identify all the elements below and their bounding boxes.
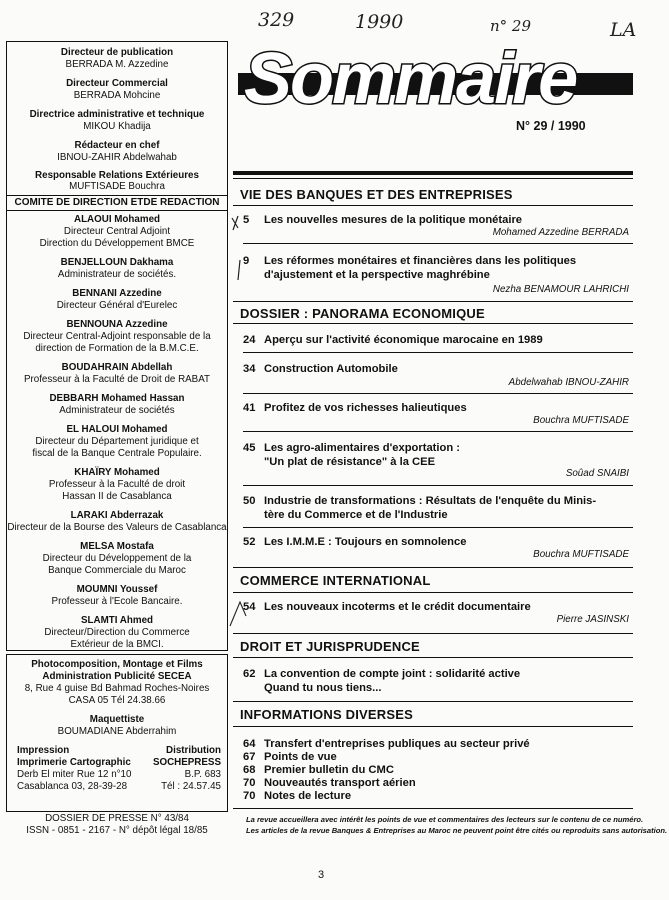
article-title: Construction Automobile xyxy=(264,363,398,375)
committee-title: COMITE DE DIRECTION ETDE REDACTION xyxy=(14,197,220,208)
page-ref: 52 xyxy=(243,536,256,548)
committee-member-title: Directeur du Développement de la xyxy=(42,553,192,564)
section-heading: VIE DES BANQUES ET DES ENTREPRISES xyxy=(240,187,513,202)
page-ref: 62 xyxy=(243,668,256,680)
committee-member-title: Administrateur de sociétés xyxy=(59,405,175,416)
staff-name: MIKOU Khadija xyxy=(83,121,151,132)
divider xyxy=(243,393,633,394)
article-author: Bouchra MUFTISADE xyxy=(533,549,629,560)
committee-member-name: MOUMNI Youssef xyxy=(76,584,158,595)
section-heading: DOSSIER : PANORAMA ECONOMIQUE xyxy=(240,306,485,321)
article-title-cont: Quand tu nous tiens... xyxy=(264,682,382,694)
article-entry xyxy=(243,333,543,347)
section-heading: COMMERCE INTERNATIONAL xyxy=(240,573,431,588)
article-title: Transfert d'entreprises publiques au secteur privé xyxy=(264,738,530,750)
article-title: Les nouveaux incoterms et le crédit documentaire xyxy=(264,601,531,613)
page-ref: 50 xyxy=(243,495,256,507)
divider xyxy=(243,352,633,353)
article-entry xyxy=(243,667,520,681)
distributor-bp: B.P. 683 xyxy=(184,769,221,780)
committee-member-title: Directeur Central-Adjoint responsable de la xyxy=(23,331,211,342)
article-entry xyxy=(243,776,416,790)
committee-member-name: BENJELLOUN Dakhama xyxy=(60,257,174,268)
committee-member-title: Professeur à la Faculté de droit xyxy=(48,479,186,490)
staff-role: Responsable Relations Extérieures xyxy=(35,170,199,181)
divider xyxy=(233,323,633,324)
article-entry xyxy=(243,789,351,803)
divider xyxy=(7,195,227,196)
committee-member-title: Directeur de la Bourse des Valeurs de Casablanca xyxy=(7,522,227,533)
article-title: Premier bulletin du CMC xyxy=(264,764,394,776)
committee-member-title: fiscal de la Banque Centrale Populaire. xyxy=(32,448,202,459)
committee-member-name: EL HALOUI Mohamed xyxy=(66,424,168,435)
printer-row xyxy=(17,745,221,757)
handwritten-note-1990: 1990 xyxy=(355,11,404,33)
page-ref: 68 xyxy=(243,764,256,776)
divider xyxy=(243,485,633,486)
printer-row xyxy=(17,769,221,781)
article-title: Nouveautés transport aérien xyxy=(264,777,416,789)
committee-member-title: Professeur à l'Ecole Bancaire. xyxy=(51,596,183,607)
article-title-cont: "Un plat de résistance" à la CEE xyxy=(264,456,436,468)
article-author: Abdelwahab IBNOU-ZAHIR xyxy=(508,377,629,388)
divider xyxy=(233,171,633,175)
issue-number: N° 29 / 1990 xyxy=(516,119,586,133)
staff-role: Directeur de publication xyxy=(60,47,174,58)
handwritten-note-issue: n° 29 xyxy=(490,17,532,35)
article-entry xyxy=(243,763,394,777)
article-title: Les I.M.M.E : Toujours en somnolence xyxy=(264,536,467,548)
page-ref: 45 xyxy=(243,442,256,454)
committee-member-title: Administrateur de sociétés. xyxy=(57,269,177,280)
divider xyxy=(243,243,633,244)
committee-member-name: KHAÏRY Mohamed xyxy=(74,467,160,478)
page-ref: 24 xyxy=(243,334,256,346)
article-title: La convention de compte joint : solidarité active xyxy=(264,668,521,680)
production-line: CASA 05 Tél 24.38.66 xyxy=(68,695,166,706)
staff-role: Directrice administrative et technique xyxy=(29,109,205,120)
page-ref: 5 xyxy=(243,214,250,226)
handwritten-note-329: 329 xyxy=(258,9,295,31)
article-author: Soûad SNAIBI xyxy=(565,468,629,479)
committee-member-title: Directeur Central Adjoint xyxy=(63,226,171,237)
committee-member-name: ALAOUI Mohamed xyxy=(74,214,160,225)
article-entry xyxy=(243,600,531,614)
maquettiste-name: BOUMADIANE Abderrahim xyxy=(57,726,177,737)
article-title: Points de vue xyxy=(264,751,337,763)
staff-name: IBNOU-ZAHIR Abdelwahab xyxy=(57,152,177,163)
committee-member-title: Banque Commerciale du Maroc xyxy=(48,565,186,576)
committee-member-name: LARAKI Abderrazak xyxy=(70,510,164,521)
divider xyxy=(233,567,633,568)
committee-member-title: Directeur Général d'Eurelec xyxy=(56,300,178,311)
production-line: Administration Publicité SECEA xyxy=(42,671,192,682)
page-ref: 64 xyxy=(243,738,256,750)
article-author: Pierre JASINSKI xyxy=(556,614,629,625)
committee-member-name: BENNANI Azzedine xyxy=(72,288,162,299)
sommaire-logo xyxy=(238,35,633,130)
page-ref: 70 xyxy=(243,777,256,789)
divider xyxy=(233,633,633,634)
maquettiste-label: Maquettiste xyxy=(89,714,145,725)
production-line: 8, Rue 4 guise Bd Bahmad Roches-Noires xyxy=(24,683,210,694)
committee-member-title: Hassan II de Casablanca xyxy=(62,491,172,502)
page-ref: 41 xyxy=(243,402,256,414)
article-entry xyxy=(243,441,460,455)
staff-name: BERRADA M. Azzedine xyxy=(65,59,169,70)
article-title: Profitez de vos richesses halieutiques xyxy=(264,402,467,414)
article-entry xyxy=(243,494,596,508)
printer-row xyxy=(17,781,221,793)
divider xyxy=(233,657,633,658)
divider xyxy=(233,301,633,302)
article-title: Notes de lecture xyxy=(264,790,352,802)
divider xyxy=(233,808,633,809)
divider xyxy=(243,431,633,432)
committee-member-title: Directeur/Direction du Commerce xyxy=(44,627,190,638)
page-number: 3 xyxy=(318,869,325,881)
staff-name: BERRADA Mohcine xyxy=(73,90,161,101)
pen-mark xyxy=(228,596,252,636)
imprimerie-name: Imprimerie Cartographic xyxy=(17,757,131,768)
staff-role: Directeur Commercial xyxy=(66,78,168,89)
committee-member-name: MELSA Mostafa xyxy=(80,541,154,552)
article-entry xyxy=(243,254,576,268)
production-line: Photocomposition, Montage et Films xyxy=(31,659,203,670)
page-ref: 34 xyxy=(243,363,256,375)
divider xyxy=(233,205,633,206)
page-ref: 54 xyxy=(243,601,256,613)
article-title: Industrie de transformations : Résultats de l'enquête du Minis- xyxy=(264,495,597,507)
committee-member-title: Extérieur de la BMCI. xyxy=(70,639,164,650)
article-title-cont: tère du Commerce et de l'Industrie xyxy=(264,509,448,521)
printer-row xyxy=(17,757,221,769)
article-title: Les agro-alimentaires d'exportation : xyxy=(264,442,460,454)
staff-role: Rédacteur en chef xyxy=(74,140,160,151)
production-box xyxy=(6,654,228,812)
committee-member-title: direction de Formation de la B.M.C.E. xyxy=(35,343,199,354)
article-entry xyxy=(243,213,522,227)
page-ref: 9 xyxy=(243,255,250,267)
printer-address: Derb El miter Rue 12 n°10 xyxy=(17,769,132,780)
article-entry xyxy=(243,401,467,415)
distributor-tel: Tél : 24.57.45 xyxy=(161,781,221,792)
committee-member-title: Professeur à la Faculté de Droit de RABAT xyxy=(23,374,211,385)
article-title: Les nouvelles mesures de la politique monétaire xyxy=(264,214,523,226)
article-title-cont: d'ajustement et la perspective maghrébine xyxy=(264,269,490,281)
committee-member-name: BOUDAHRAIN Abdellah xyxy=(61,362,173,373)
article-entry xyxy=(243,750,337,764)
staff-name: MUFTISADE Bouchra xyxy=(69,181,165,192)
distribution-label: Distribution xyxy=(166,745,221,756)
divider xyxy=(233,701,633,702)
page-title: Sommaire xyxy=(244,39,577,119)
divider xyxy=(233,726,633,727)
handwritten-note-la: LA xyxy=(610,19,637,41)
editorial-note: Les articles de la revue Banques & Entreprises au Maroc ne peuvent point être cités ou reproduits sans autorisation. xyxy=(246,826,668,835)
divider xyxy=(243,527,633,528)
section-heading: DROIT ET JURISPRUDENCE xyxy=(240,639,420,654)
article-title: Les réformes monétaires et financières dans les politiques xyxy=(264,255,577,267)
article-title: Aperçu sur l'activité économique marocaine en 1989 xyxy=(264,334,543,346)
printer-city: Casablanca 03, 28-39-28 xyxy=(17,781,128,792)
committee-member-title: Directeur du Département juridique et xyxy=(35,436,199,447)
divider xyxy=(233,592,633,593)
divider xyxy=(233,178,633,179)
impression-label: Impression xyxy=(17,745,70,756)
article-entry xyxy=(243,535,466,549)
pen-marks xyxy=(228,208,248,298)
dossier-line: DOSSIER DE PRESSE N° 43/84 xyxy=(45,813,189,824)
editorial-note: La revue accueillera avec intérêt les points de vue et commentaires des lecteurs sur le contenu de ce numéro. xyxy=(246,815,644,824)
page-ref: 67 xyxy=(243,751,256,763)
committee-member-name: BENNOUNA Azzedine xyxy=(66,319,168,330)
divider xyxy=(7,210,227,211)
committee-member-name: SLAMTI Ahmed xyxy=(80,615,154,626)
masthead-box xyxy=(6,41,228,651)
page-ref: 70 xyxy=(243,790,256,802)
committee-member-name: DEBBARH Mohamed Hassan xyxy=(49,393,185,404)
distributor-name: SOCHEPRESS xyxy=(152,757,221,768)
article-author: Mohamed Azzedine BERRADA xyxy=(492,227,629,238)
article-author: Bouchra MUFTISADE xyxy=(533,415,629,426)
committee-member-title: Direction du Développement BMCE xyxy=(39,238,195,249)
article-entry xyxy=(243,362,398,376)
issn-line: ISSN - 0851 - 2167 - N° dépôt légal 18/85 xyxy=(26,825,208,836)
article-author: Nezha BENAMOUR LAHRICHI xyxy=(492,284,629,295)
section-heading: INFORMATIONS DIVERSES xyxy=(240,707,413,722)
article-entry xyxy=(243,737,530,751)
